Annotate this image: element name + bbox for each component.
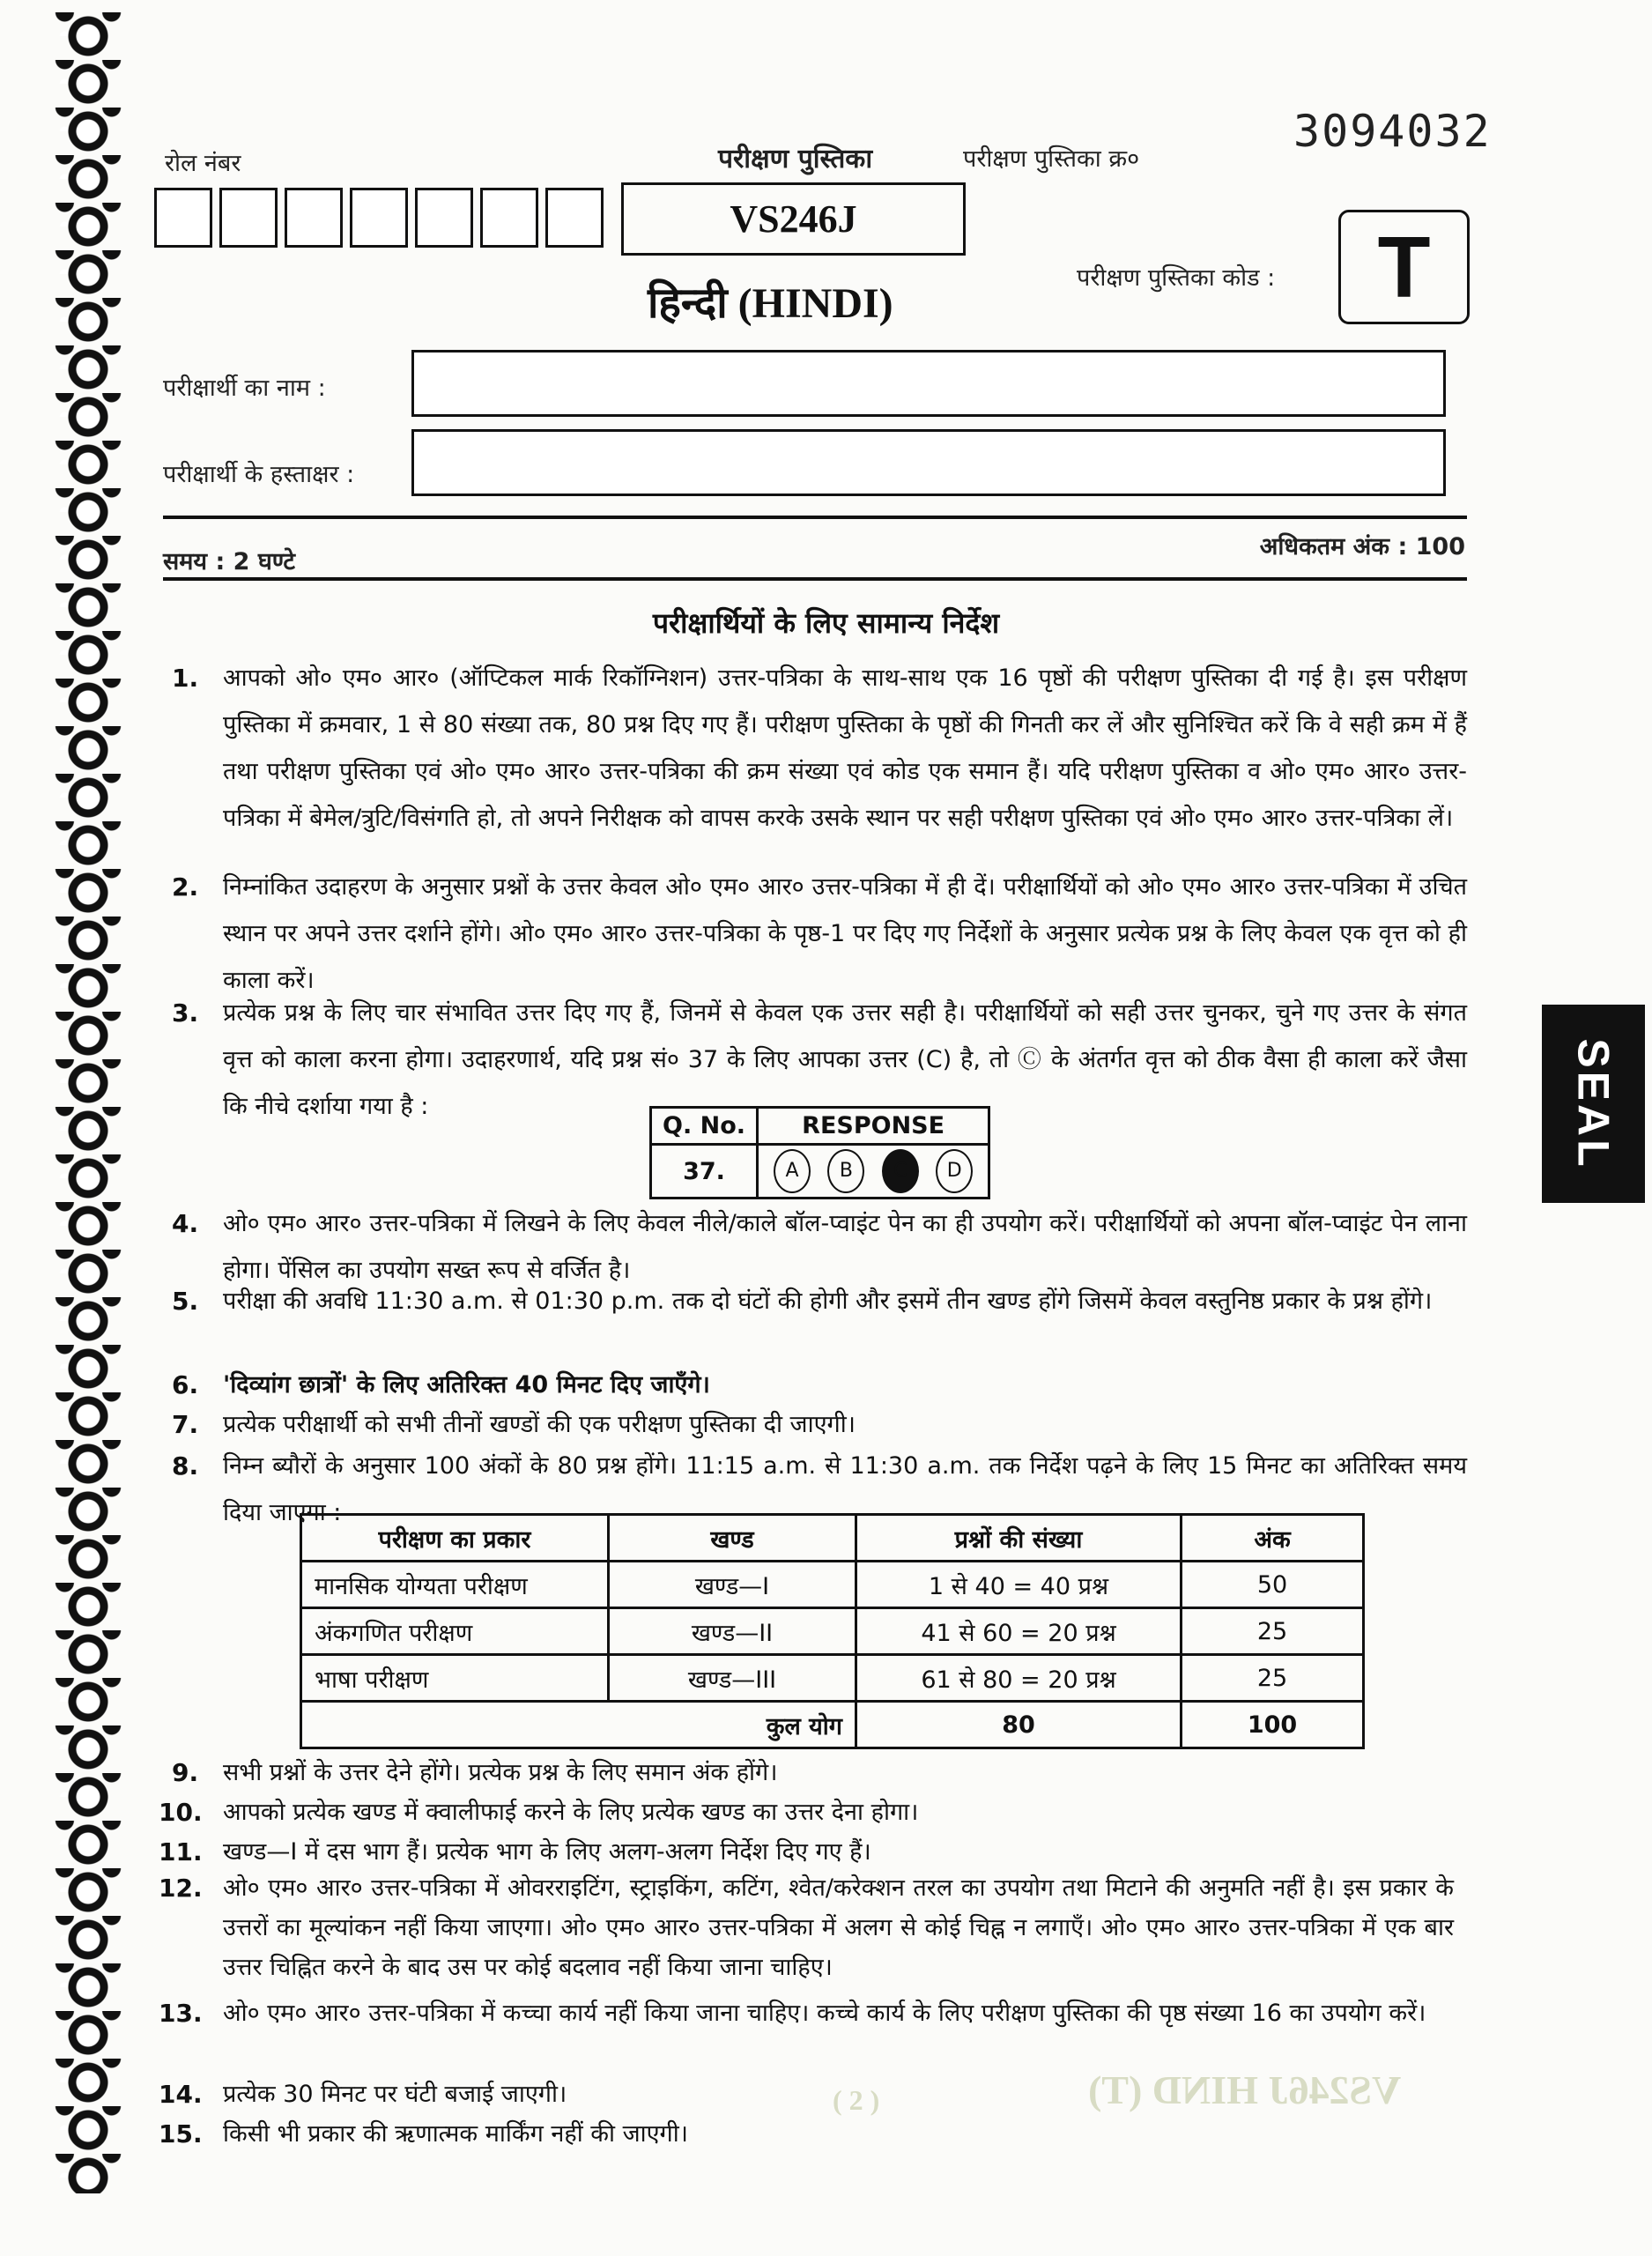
instruction-item: [159, 1868, 1454, 1987]
instruction-number: 6.: [172, 1370, 199, 1399]
instruction-text: खण्ड—I में दस भाग हैं। प्रत्येक भाग के लिए अलग-अलग निर्देश दिए गए हैं।: [223, 1838, 871, 1866]
instruction-number: 15.: [159, 2119, 203, 2148]
instruction-item: [159, 2111, 828, 2157]
instruction-number: 2.: [172, 872, 199, 902]
candidate-signature-field[interactable]: [411, 429, 1446, 496]
table-header: परीक्षण का प्रकार: [301, 1515, 609, 1562]
instruction-number: 3.: [172, 998, 199, 1028]
bubble-option: A: [774, 1149, 811, 1193]
instruction-number: 12.: [159, 1874, 203, 1903]
seal-tab[interactable]: [1542, 1005, 1645, 1203]
max-marks: अधिकतम अंक : 100: [1259, 533, 1465, 560]
bleed-page-number: ( 2 ): [833, 2084, 880, 2116]
booklet-label: परीक्षण पुस्तिका: [718, 144, 873, 174]
instruction-item: [172, 655, 1467, 842]
table-row: [301, 1562, 1364, 1608]
roll-number-digit-box[interactable]: [480, 188, 538, 248]
booklet-serial-number: 3094032: [1293, 106, 1492, 157]
table-cell: 41 से 60 = 20 प्रश्न: [856, 1608, 1182, 1655]
roll-number-digit-box[interactable]: [350, 188, 408, 248]
table-cell: 25: [1182, 1655, 1364, 1702]
booklet-id-box: VS246J: [621, 182, 966, 256]
instruction-text: प्रत्येक परीक्षार्थी को सभी तीनों खण्डों की एक परीक्षण पुस्तिका दी जाएगी।: [223, 1411, 856, 1438]
instruction-text: प्रत्येक प्रश्न के लिए चार संभावित उत्तर दिए गए हैं, जिनमें से केवल एक उत्तर सही है। परीक्षार्थियों को सही उत्तर चुनकर, चुने गए उत्तर के संगत वृत्त को काला करना होगा। उदाहरणार्थ, यदि प्रश्न सं० 37 के लिए आपका उत्तर (C) है, तो Ⓒ के अंतर्गत वृत्त को ठीक वैसा ही काला करें जैसा कि नीचे दर्शाया गया है :: [223, 999, 1467, 1120]
marks-distribution-table: [300, 1513, 1365, 1749]
qno-header: Q. No.: [651, 1108, 758, 1145]
table-cell: खण्ड—II: [609, 1608, 856, 1655]
example-qno: 37.: [651, 1145, 758, 1198]
divider: [163, 577, 1467, 581]
table-cell: 25: [1182, 1608, 1364, 1655]
roll-number-digit-box[interactable]: [219, 188, 278, 248]
instruction-text: आपको ओ० एम० आर० (ऑप्टिकल मार्क रिकॉग्निशन) उत्तर-पत्रिका के साथ-साथ एक 16 पृष्ठों की परीक्षण पुस्तिका दी गई है। इस परीक्षण पुस्तिका में क्रमवार, 1 से 80 संख्या तक, 80 प्रश्न दिए गए हैं। परीक्षण पुस्तिका के पृष्ठों की गिनती कर लें और सुनिश्चित करें कि वे सही क्रम में हैं तथा परीक्षण पुस्तिका एवं ओ० एम० आर० उत्तर-पत्रिका की क्रम संख्या एवं कोड एक समान हैं। यदि परीक्षण पुस्तिका व ओ० एम० आर० उत्तर-पत्रिका में बेमेल/त्रुटि/विसंगति हो, तो अपने निरीक्षक को वापस करके उसके स्थान पर सही परीक्षण पुस्तिका एवं ओ० एम० आर० उत्तर-पत्रिका लें।: [223, 664, 1467, 832]
instruction-text: ओ० एम० आर० उत्तर-पत्रिका में कच्चा कार्य नहीं किया जाना चाहिए। कच्चे कार्य के लिए परीक्षण पुस्तिका की पृष्ठ संख्या 16 का उपयोग करें।: [223, 2000, 1426, 2027]
instruction-item: [172, 864, 1467, 1004]
total-marks: 100: [1182, 1702, 1364, 1748]
table-total-row: [301, 1702, 1364, 1748]
candidate-name-label: परीक्षार्थी का नाम :: [163, 375, 326, 402]
bubble-option-filled: C: [882, 1149, 919, 1193]
table-cell: खण्ड—III: [609, 1655, 856, 1702]
table-header: खण्ड: [609, 1515, 856, 1562]
candidate-name-field[interactable]: [411, 350, 1446, 417]
exam-duration: समय : 2 घण्टे: [163, 548, 295, 575]
table-row: [301, 1655, 1364, 1702]
booklet-code-box: T: [1338, 210, 1470, 324]
roll-number-digit-box[interactable]: [415, 188, 473, 248]
instruction-number: 14.: [159, 2080, 203, 2109]
instruction-number: 10.: [159, 1798, 203, 1827]
instruction-number: 5.: [172, 1287, 199, 1316]
candidate-signature-label: परीक्षार्थी के हस्ताक्षर :: [163, 461, 355, 488]
instruction-number: 11.: [159, 1837, 203, 1866]
table-header: अंक: [1182, 1515, 1364, 1562]
instruction-text: किसी भी प्रकार की ऋणात्मक मार्किंग नहीं की जाएगी।: [223, 2120, 688, 2148]
instruction-item: [159, 1993, 1454, 2033]
table-cell: खण्ड—I: [609, 1562, 856, 1608]
instruction-text: ओ० एम० आर० उत्तर-पत्रिका में ओवरराइटिंग, स्ट्राइकिंग, कटिंग, श्वेत/करेक्शन तरल का उपयोग तथा मिटाने की अनुमति नहीं है। इस प्रकार के उत्तरों का मूल्यांकन नहीं किया जाएगा। ओ० एम० आर० उत्तर-पत्रिका में अलग से कोई चिह्न न लगाएँ। ओ० एम० आर० उत्तर-पत्रिका में एक बार उत्तर चिह्नित करने के बाद उस पर कोई बदलाव नहीं किया जाना चाहिए।: [223, 1874, 1454, 1981]
table-cell: 50: [1182, 1562, 1364, 1608]
instruction-number: 4.: [172, 1209, 199, 1238]
roll-number-digit-box[interactable]: [154, 188, 212, 248]
table-header: प्रश्नों की संख्या: [856, 1515, 1182, 1562]
table-cell: 61 से 80 = 20 प्रश्न: [856, 1655, 1182, 1702]
table-cell: भाषा परीक्षण: [301, 1655, 609, 1702]
bubble-option: B: [827, 1149, 864, 1193]
instruction-number: 1.: [172, 664, 199, 693]
instruction-text: प्रत्येक 30 मिनट पर घंटी बजाई जाएगी।: [223, 2081, 567, 2108]
seal-label: SEAL: [1568, 1037, 1619, 1170]
table-cell: मानसिक योग्यता परीक्षण: [301, 1562, 609, 1608]
instruction-text: सभी प्रश्नों के उत्तर देने होंगे। प्रत्येक प्रश्न के लिए समान अंक होंगे।: [223, 1759, 778, 1786]
booklet-serial-label: परीक्षण पुस्तिका क्र०: [963, 145, 1140, 173]
total-questions: 80: [856, 1702, 1182, 1748]
instruction-item: [172, 1401, 1467, 1448]
subject-title: हिन्दी (HINDI): [648, 280, 893, 327]
booklet-code-label: परीक्षण पुस्तिका कोड :: [1077, 264, 1276, 292]
instruction-number: 7.: [172, 1410, 199, 1439]
instruction-number: 9.: [172, 1758, 199, 1787]
instruction-number: 13.: [159, 1999, 203, 2028]
instructions-heading: परीक्षार्थियों के लिए सामान्य निर्देश: [652, 606, 1000, 640]
total-label: कुल योग: [301, 1702, 856, 1748]
instruction-text: 'दिव्यांग छात्रों' के लिए अतिरिक्त 40 मिनट दिए जाएँगे।: [223, 1371, 710, 1399]
bubble-option: D: [936, 1149, 973, 1193]
response-header: RESPONSE: [758, 1108, 989, 1145]
roll-number-label: रोल नंबर: [165, 150, 241, 177]
divider: [163, 516, 1467, 519]
roll-number-digit-box[interactable]: [285, 188, 343, 248]
bleed-footer-code: VS246J HIND (T): [1088, 2067, 1402, 2112]
table-row: [301, 1608, 1364, 1655]
instruction-text: निम्न ब्यौरों के अनुसार 100 अंकों के 80 प्रश्न होंगे। 11:15 a.m. से 11:30 a.m. तक निर्देश पढ़ने के लिए 15 मिनट का अतिरिक्त समय दिया जाएगा :: [223, 1452, 1467, 1526]
table-cell: 1 से 40 = 40 प्रश्न: [856, 1562, 1182, 1608]
decorative-border: [55, 12, 122, 2193]
roll-number-digit-box[interactable]: [545, 188, 604, 248]
instruction-text: आपको प्रत्येक खण्ड में क्वालीफाई करने के लिए प्रत्येक खण्ड का उत्तर देना होगा।: [223, 1799, 919, 1826]
instruction-text: निम्नांकित उदाहरण के अनुसार प्रश्नों के उत्तर केवल ओ० एम० आर० उत्तर-पत्रिका में ही दें। परीक्षार्थियों को ओ० एम० आर० उत्तर-पत्रिका में उचित स्थान पर अपने उत्तर दर्शाने होंगे। ओ० एम० आर० उत्तर-पत्रिका के पृष्ठ-1 पर दिए गए निर्देशों के अनुसार प्रत्येक प्रश्न के लिए केवल एक वृत्त को ही काला करें।: [223, 873, 1467, 994]
instruction-text: ओ० एम० आर० उत्तर-पत्रिका में लिखने के लिए केवल नीले/काले बॉल-प्वाइंट पेन का ही उपयोग करें। परीक्षार्थियों को अपना बॉल-प्वाइंट पेन लाना होगा। पेंसिल का उपयोग सख्त रूप से वर्जित है।: [223, 1210, 1467, 1284]
instruction-text: परीक्षा की अवधि 11:30 a.m. से 01:30 p.m. तक दो घंटों की होगी और इसमें तीन खण्ड होंगे जिसमें केवल वस्तुनिष्ठ प्रकार के प्रश्न होंगे।: [223, 1288, 1433, 1315]
instruction-number: 8.: [172, 1451, 199, 1480]
table-cell: अंकगणित परीक्षण: [301, 1608, 609, 1655]
instruction-item: [172, 1278, 1467, 1325]
response-example-table: [649, 1106, 990, 1199]
